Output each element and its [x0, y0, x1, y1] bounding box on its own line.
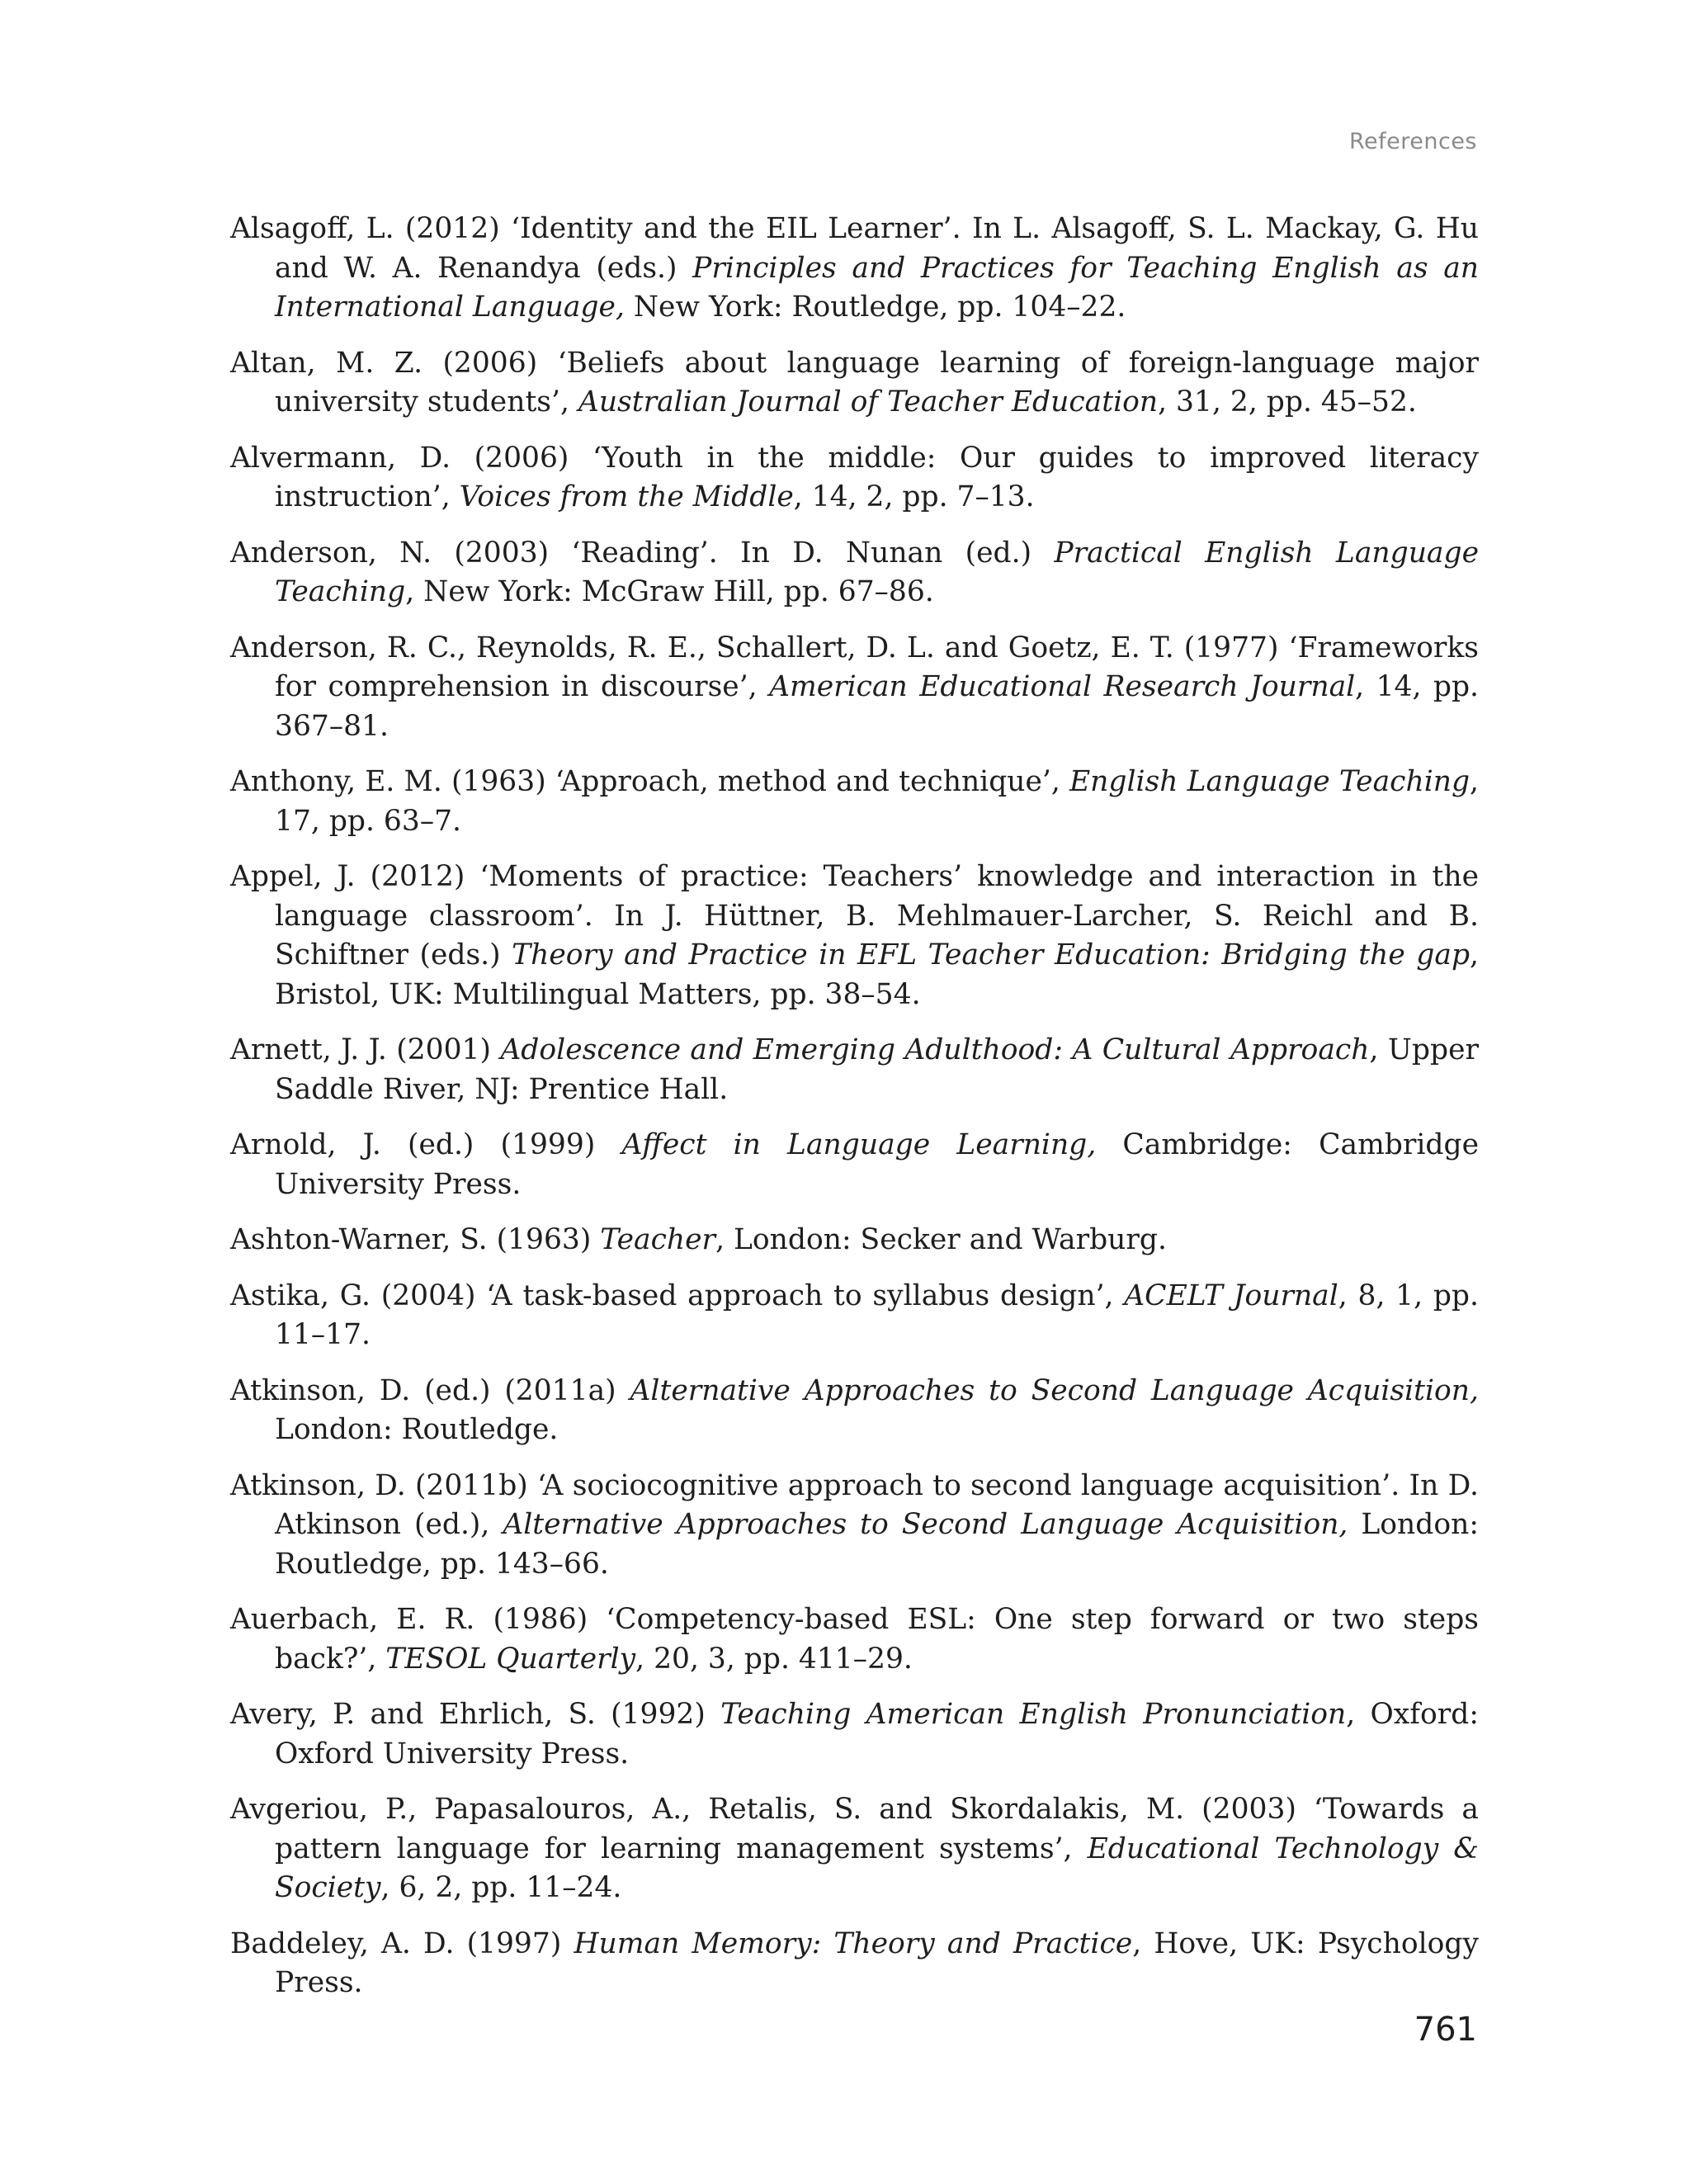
reference-text: , 6, 2, pp. 11–24.	[380, 1871, 622, 1904]
reference-text: , 14, pp. 367–81.	[275, 670, 1479, 743]
reference-title: Practical English Language Teaching	[275, 536, 1479, 608]
reference-text: , Hove, UK: Psychology Press.	[275, 1926, 1480, 1999]
reference-entry	[230, 1372, 1479, 1450]
reference-title: Affect in Language Learning,	[621, 1128, 1097, 1161]
reference-text: Anderson, N. (2003) ‘Reading’. In D. Nunan (ed.)	[230, 536, 1055, 570]
reference-text: , London: Secker and Warburg.	[715, 1223, 1167, 1256]
reference-title: Teacher	[600, 1223, 716, 1256]
reference-entry	[230, 1600, 1479, 1679]
reference-text: Atkinson, D. (2011b) ‘A sociocognitive approach to second language acquisition’. In D. Atkinson (ed.),	[230, 1468, 1479, 1541]
reference-title: Teaching American English Pronunciation	[720, 1698, 1347, 1731]
reference-title: TESOL Quarterly	[385, 1642, 636, 1676]
reference-entry	[230, 1221, 1479, 1260]
reference-text: Anderson, R. C., Reynolds, R. E., Schallert, D. L. and Goetz, E. T. (1977) ‘Frameworks for comprehension in discourse’,	[230, 631, 1479, 703]
reference-text: Avery, P. and Ehrlich, S. (1992)	[230, 1698, 721, 1731]
reference-text: Arnett, J. J. (2001)	[230, 1033, 501, 1066]
reference-entry	[230, 1031, 1479, 1109]
reference-title: Adolescence and Emerging Adulthood: A Cultural Approach	[500, 1033, 1370, 1066]
reference-title: Alternative Approaches to Second Language Acquisition,	[630, 1373, 1479, 1407]
reference-title: Alternative Approaches to Second Language Acquisition,	[503, 1508, 1348, 1541]
reference-entry	[230, 1790, 1479, 1908]
reference-text: Astika, G. (2004) ‘A task-based approach to syllabus design’,	[230, 1279, 1125, 1312]
reference-text: , 31, 2, pp. 45–52.	[1158, 385, 1417, 418]
reference-entry	[230, 534, 1479, 612]
reference-entry	[230, 439, 1479, 518]
reference-text: Baddeley, A. D. (1997)	[230, 1926, 574, 1960]
reference-entry	[230, 210, 1479, 328]
reference-text: Avgeriou, P., Papasalouros, A., Retalis, S. and Skordalakis, M. (2003) ‘Towards a pattern language for learning management systems’,	[230, 1793, 1479, 1865]
reference-text: , Upper Saddle River, NJ: Prentice Hall.	[275, 1033, 1479, 1106]
reference-entry	[230, 344, 1479, 423]
reference-title: Voices from the Middle	[459, 480, 794, 513]
reference-title: Principles and Practices for Teaching English as an International Language,	[275, 251, 1479, 324]
reference-text: New York: Routledge, pp. 104–22.	[624, 291, 1126, 324]
reference-text: , 14, 2, pp. 7–13.	[793, 480, 1035, 513]
reference-text: Auerbach, E. R. (1986) ‘Competency-based ESL: One step forward or two steps back?’,	[230, 1603, 1479, 1676]
reference-text: , New York: McGraw Hill, pp. 67–86.	[405, 575, 934, 608]
reference-title: English Language Teaching	[1069, 765, 1470, 798]
reference-title: Theory and Practice in EFL Teacher Education: Bridging the gap	[512, 938, 1470, 971]
reference-text: Alsagoff, L. (2012) ‘Identity and the EIL Learner’. In L. Alsagoff, S. L. Mackay, G. Hu and W. A. Renandya (eds.)	[230, 212, 1479, 285]
running-head: References	[1348, 129, 1477, 154]
reference-entry	[230, 1925, 1479, 2003]
reference-entry	[230, 1467, 1479, 1585]
reference-title: Educational Technology & Society	[275, 1832, 1479, 1904]
reference-title: ACELT Journal	[1124, 1279, 1338, 1312]
reference-text: , Bristol, UK: Multilingual Matters, pp. 38–54.	[275, 938, 1479, 1011]
reference-entry	[230, 763, 1479, 841]
reference-text: Ashton-Warner, S. (1963)	[230, 1223, 601, 1256]
reference-entry	[230, 1126, 1479, 1204]
reference-text: , 17, pp. 63–7.	[275, 765, 1480, 838]
reference-text: Alvermann, D. (2006) ‘Youth in the middle: Our guides to improved literacy instruction’,	[230, 441, 1479, 513]
reference-text: Altan, M. Z. (2006) ‘Beliefs about language learning of foreign-language major university students’,	[230, 346, 1479, 418]
reference-text: Arnold, J. (ed.) (1999)	[230, 1128, 622, 1161]
reference-text: Anthony, E. M. (1963) ‘Approach, method and technique’,	[230, 765, 1069, 798]
reference-entry	[230, 1277, 1479, 1355]
reference-text: London: Routledge, pp. 143–66.	[275, 1508, 1479, 1581]
reference-text: London: Routledge.	[275, 1413, 559, 1446]
reference-title: Australian Journal of Teacher Education	[578, 385, 1159, 418]
reference-list	[230, 210, 1479, 2020]
reference-entry	[230, 858, 1479, 1014]
reference-entry	[230, 629, 1479, 747]
reference-text: Appel, J. (2012) ‘Moments of practice: Teachers’ knowledge and interaction in the language classroom’. In J. Hüttner, B. Mehlmauer-Larcher, S. Reichl and B. Schiftner (eds.)	[230, 860, 1479, 971]
reference-text: , 20, 3, pp. 411–29.	[635, 1642, 913, 1676]
reference-title: Human Memory: Theory and Practice	[574, 1926, 1133, 1960]
reference-text: Atkinson, D. (ed.) (2011a)	[230, 1373, 630, 1407]
reference-title: American Educational Research Journal	[769, 670, 1356, 703]
reference-text: , 8, 1, pp. 11–17.	[275, 1279, 1479, 1351]
reference-entry	[230, 1695, 1479, 1774]
reference-text: , Oxford: Oxford University Press.	[275, 1698, 1479, 1770]
reference-text: Cambridge: Cambridge University Press.	[275, 1128, 1479, 1201]
page-number: 761	[1414, 2011, 1477, 2049]
